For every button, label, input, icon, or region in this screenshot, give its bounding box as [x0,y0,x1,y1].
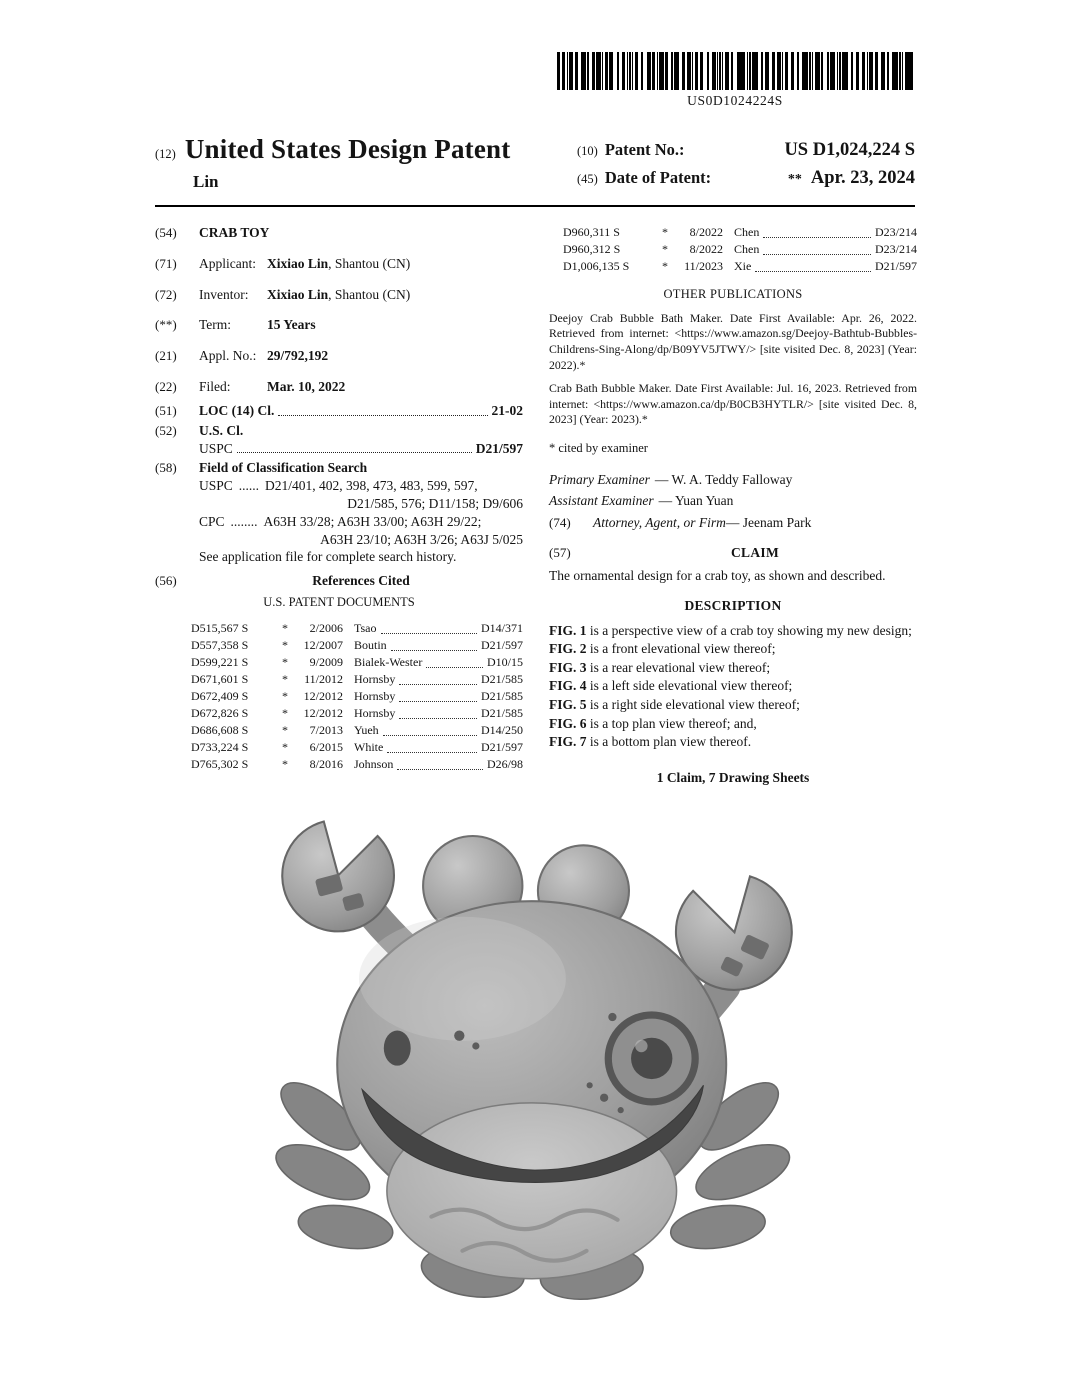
ref-name: Hornsby [354,688,396,703]
inid-code-71: (71) [155,255,177,271]
ref-patent-number: D671,601 S [191,671,249,686]
header-left [155,134,570,196]
uspc-label: USPC [199,440,233,456]
inid-code-74: (74) [549,515,571,531]
inid-code-56: (56) [155,573,177,589]
publication-2: Crab Bath Bubble Maker. Date First Available: Jul. 16, 2023. Retrieved from internet: <https://www.amazon.ca/dp/B0CB3HYTLR/> [site visited Dec. 8, 2023] (Year: 2023).* [549,380,917,427]
ref-name: Johnson [354,756,394,771]
inid-code-term: (**) [155,317,177,333]
ref-date: 12/2007 [303,637,343,652]
reference-row [191,671,523,688]
figure-description [549,715,917,734]
ref-star: * [282,688,288,703]
barcode [557,52,913,90]
ref-patent-number: D672,826 S [191,705,249,720]
right-column [549,224,917,787]
loc-class-field [155,402,523,420]
reference-row [191,688,523,705]
ref-class: D23/214 [875,242,917,257]
fig-label: FIG. 6 [549,715,587,731]
ref-star: * [282,705,288,720]
ref-date: 2/2006 [309,620,343,635]
uspc-value: D21/597 [475,440,523,456]
assistant-examiner-name: — Yuan Yuan [658,493,734,509]
ref-name: Tsao [354,620,377,635]
applicant-field [155,255,523,273]
search-uspc-classes-2: D21/585, 576; D11/158; D9/606 [347,495,523,511]
ref-name: White [354,739,384,754]
ref-star: * [282,739,288,754]
dot-leader [391,650,477,651]
inid-code-45: (45) [577,172,598,186]
ref-date: 9/2009 [309,654,343,669]
inventor-name: Xixiao Lin [267,286,329,302]
inid-code-54: (54) [155,225,177,240]
dot-leader [755,271,871,272]
appl-no-value: 29/792,192 [267,348,329,364]
ref-star: * [282,671,288,686]
ref-date: 7/2013 [309,722,343,737]
two-column-body [155,224,917,787]
figure-description [549,622,917,641]
ref-date: 12/2012 [303,705,343,720]
crab-shell-highlight [359,917,566,1041]
dot-leader [383,735,477,736]
ref-class: D21/585 [481,688,523,703]
dot-leader [397,769,483,770]
inid-code-52: (52) [155,422,177,438]
figure-description [549,659,917,678]
loc-value: 21-02 [491,402,523,418]
fig-text: is a perspective view of a crab toy showing my new design; [586,622,912,638]
crab-chin [387,1103,677,1279]
ref-name: Bialek-Wester [354,654,423,669]
inventor-surname: Lin [193,172,219,191]
header-right [577,134,915,196]
primary-examiner-name: — W. A. Teddy Falloway [654,471,793,487]
date-of-patent-label: Date of Patent: [604,168,712,187]
fig-label: FIG. 5 [549,697,587,713]
search-cpc-label: CPC [199,513,225,529]
ref-date: 6/2015 [309,739,343,754]
dot-leader [237,452,472,453]
reference-row [563,241,917,258]
attorney-name: — Jeenam Park [725,515,812,531]
ref-name: Xie [734,259,752,274]
ref-patent-number: D599,221 S [191,654,249,669]
fig-text: is a rear elevational view thereof; [586,659,771,675]
date-of-patent: Apr. 23, 2024 [810,168,915,188]
search-uspc-label: USPC [199,478,233,494]
ref-name: Boutin [354,637,387,652]
field-of-search-label: Field of Classification Search [199,460,368,476]
fig-label: FIG. 2 [549,641,587,657]
dot-leader [399,701,477,702]
reference-row [191,705,523,722]
inid-code-21: (21) [155,348,177,364]
reference-row [191,637,523,654]
patent-no-label: Patent No.: [604,140,685,159]
claim-heading-row [549,544,917,562]
dot-leader [387,752,477,753]
appl-no-label: Appl. No.: [199,348,257,364]
ref-star: * [282,756,288,771]
ref-star: * [662,225,668,239]
primary-examiner-line [549,471,917,489]
filed-field [155,378,523,396]
ref-class: D14/250 [481,722,523,737]
dot-leader [399,718,477,719]
dot-leader [763,237,871,238]
ref-star: * [662,242,668,257]
ref-class: D14/371 [481,620,523,635]
reference-row [191,654,523,671]
other-publications-heading: OTHER PUBLICATIONS [663,287,803,302]
inid-code-51: (51) [155,402,177,418]
ref-class: D21/585 [481,705,523,720]
ref-date: 12/2012 [303,688,343,703]
filed-value: Mar. 10, 2022 [267,379,346,395]
patent-number: US D1,024,224 S [784,140,915,160]
ref-patent-number: D960,312 S [563,242,621,257]
dot-leader [426,667,483,668]
application-number-field [155,347,523,365]
field-of-search [155,459,523,566]
patent-header [155,134,915,196]
ref-class: D21/597 [481,637,523,652]
ref-class: D26/98 [487,756,523,771]
left-column [155,224,523,787]
title-field [155,224,523,242]
ref-patent-number: D515,567 S [191,620,249,635]
fig-text: is a right side elevational view thereof; [586,697,800,713]
ref-name: Hornsby [354,705,396,720]
fig-text: is a front elevational view thereof; [586,641,776,657]
attorney-label: Attorney, Agent, or Firm [593,515,726,531]
ref-patent-number: D557,358 S [191,637,249,652]
ref-patent-number: D960,311 S [563,225,620,239]
figure-description [549,733,917,752]
ref-star: * [282,654,288,669]
fig-text: is a bottom plan view thereof. [586,734,752,750]
inid-code-10: (10) [577,144,598,158]
assistant-examiner-label: Assistant Examiner [549,493,654,509]
search-uspc-classes-1: D21/401, 402, 398, 473, 483, 599, 597, [265,478,478,494]
filed-label: Filed: [199,379,231,395]
dot-leader [381,633,478,634]
applicant-label: Applicant: [199,255,256,271]
ref-name: Yueh [354,722,379,737]
references-cited-heading [155,572,523,590]
search-cpc-classes-2: A63H 23/10; A63H 3/26; A63J 5/025 [320,531,523,547]
us-references-list [191,620,523,773]
document-type-title: United States Design Patent [184,134,511,164]
ref-date: 11/2012 [304,671,343,686]
ref-star: * [662,259,668,274]
dot-leader [399,684,477,685]
term-label: Term: [199,317,232,333]
applicant-name: Xixiao Lin [267,255,329,271]
fig-text: is a left side elevational view thereof; [586,678,793,694]
header-divider [155,205,915,207]
ref-class: D21/597 [481,739,523,754]
ref-date: 8/2022 [689,225,723,239]
assistant-examiner-line [549,492,917,510]
ref-patent-number: D672,409 S [191,688,249,703]
ref-date: 8/2016 [309,756,343,771]
ref-star: * [282,722,288,737]
term-value: 15 Years [267,317,316,333]
inventor-location: , Shantou (CN) [328,286,411,302]
inid-code-22: (22) [155,379,177,395]
us-patent-documents-heading: U.S. PATENT DOCUMENTS [263,595,415,609]
loc-label: LOC (14) Cl. [199,402,275,418]
reference-row [191,756,523,773]
attorney-line [549,514,917,532]
primary-examiner-label: Primary Examiner [549,471,650,487]
dot-run: ...... [238,478,260,494]
references-cited-title: References Cited [312,573,410,589]
reference-row [563,224,917,241]
ref-star: * [282,637,288,652]
ref-date: 11/2023 [684,259,723,274]
inventor-label: Inventor: [199,286,249,302]
ref-class: D21/585 [481,671,523,686]
fig-label: FIG. 4 [549,678,587,694]
inid-code-58: (58) [155,460,177,476]
ref-patent-number: D686,608 S [191,722,249,737]
inventor-field [155,286,523,304]
cited-by-examiner-note: * cited by examiner [549,441,648,456]
ref-class: D23/214 [875,225,917,239]
ref-name: Chen [734,225,760,239]
figure-description [549,677,917,696]
ref-class: D10/15 [487,654,523,669]
reference-row [191,739,523,756]
fig-label: FIG. 3 [549,659,587,675]
us-references-list-continued [563,224,917,275]
inid-code-12: (12) [155,147,176,161]
ref-date: 8/2022 [689,242,723,257]
applicant-location: , Shantou (CN) [328,255,411,271]
term-field [155,316,523,334]
ref-name: Chen [734,242,760,257]
fig-label: FIG. 7 [549,734,587,750]
ref-patent-number: D733,224 S [191,739,249,754]
figure-description [549,640,917,659]
reference-row [563,258,917,275]
barcode-number: US0D1024224S [687,93,783,108]
figure-description [549,696,917,715]
claims-sheets-note: 1 Claim, 7 Drawing Sheets [656,769,810,785]
claim-text: The ornamental design for a crab toy, as shown and described. [549,567,886,583]
fig-label: FIG. 1 [549,622,587,638]
inid-code-72: (72) [155,286,177,302]
fig-text: is a top plan view thereof; and, [586,715,757,731]
double-asterisk-marker: ** [787,172,802,187]
search-cpc-classes-1: A63H 33/28; A63H 33/00; A63H 29/22; [263,513,482,529]
ref-class: D21/597 [875,259,917,274]
patent-title: CRAB TOY [199,225,270,240]
dot-leader [763,254,871,255]
ref-name: Hornsby [354,671,396,686]
reference-row [191,722,523,739]
claim-heading: CLAIM [731,545,779,561]
description-heading: DESCRIPTION [684,597,782,613]
dot-leader [278,415,487,416]
ref-patent-number: D765,302 S [191,756,249,771]
search-history-note: See application file for complete search history. [199,549,457,565]
figure-1-crab-toy-drawing [240,786,840,1306]
inid-code-57: (57) [549,545,571,561]
dot-run: ........ [230,513,258,529]
us-class-field [155,422,523,458]
reference-row [191,620,523,637]
ref-patent-number: D1,006,135 S [563,259,630,274]
crab-left-eye [384,1030,411,1065]
publication-1: Deejoy Crab Bubble Bath Maker. Date First Available: Apr. 26, 2022. Retrieved from internet: <https://www.amazon.sg/Deejoy-Bathtub-Bubbles-Childrens-Sing-Along/dp/B09YV5JTWY/> [site visited Dec. 8, 2023] (Year: 2022).* [549,310,917,372]
ref-star: * [282,620,288,635]
us-cl-label: U.S. Cl. [199,422,244,438]
